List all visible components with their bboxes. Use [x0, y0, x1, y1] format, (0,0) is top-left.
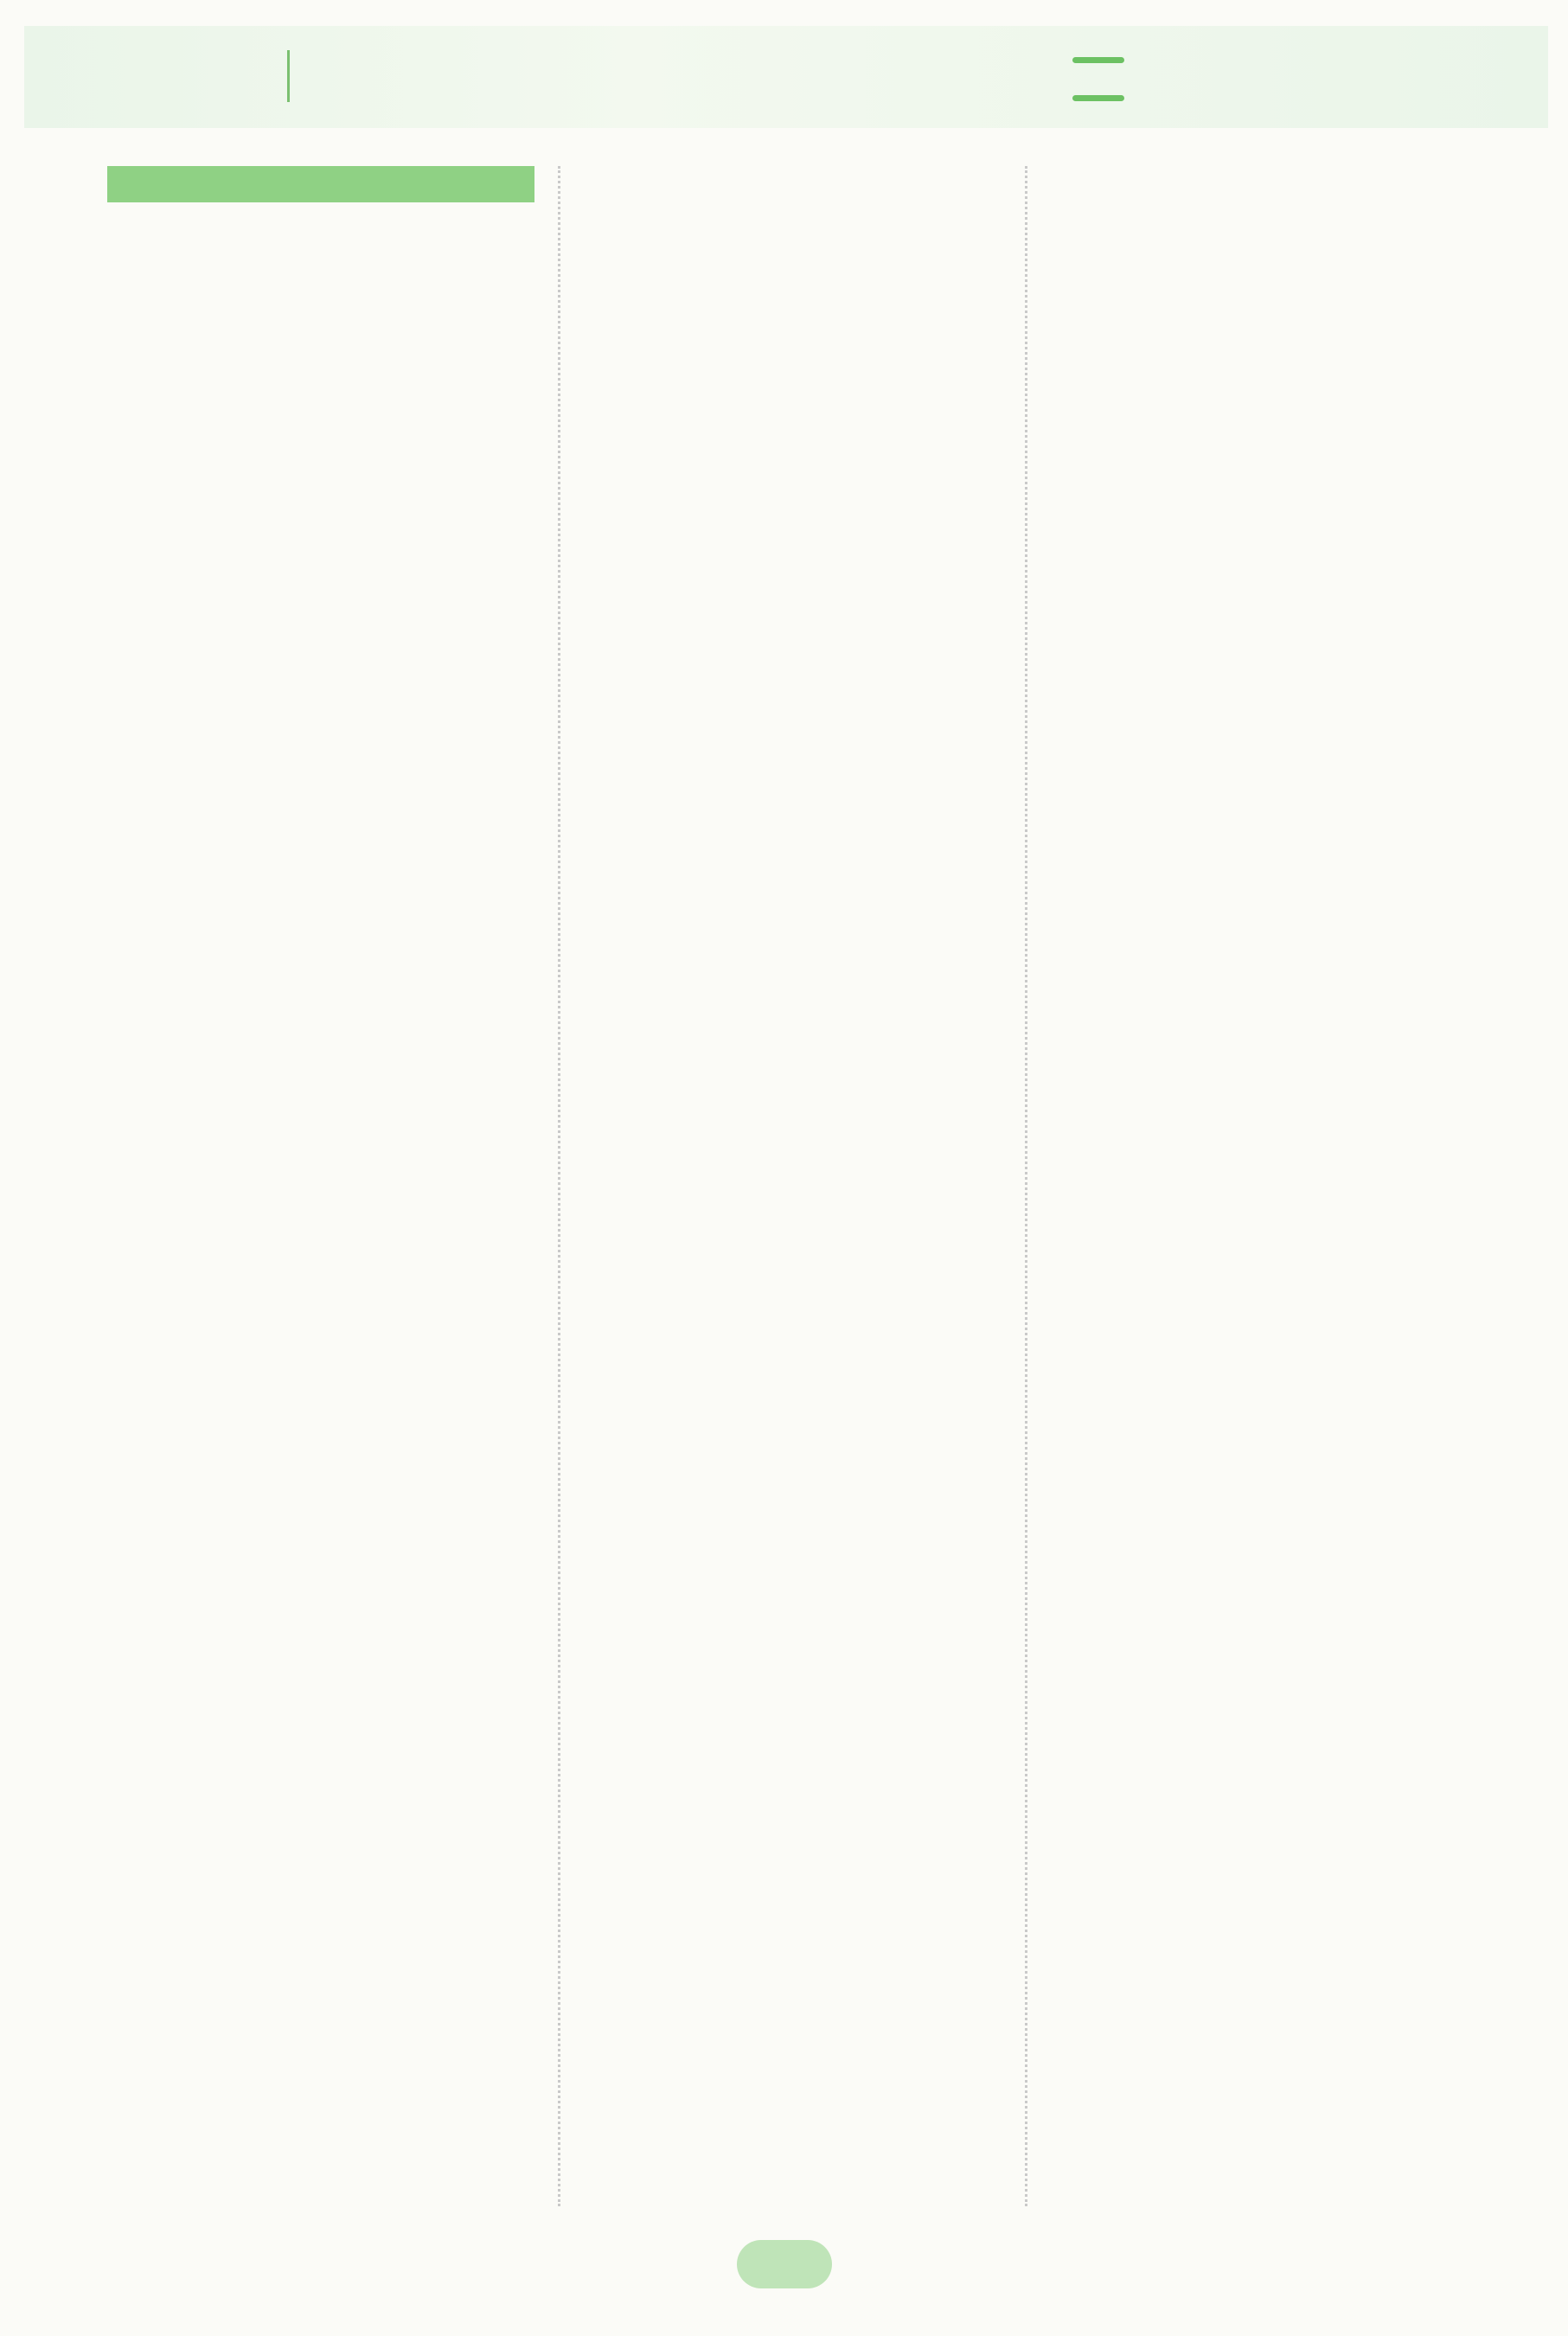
header-divider: [287, 50, 290, 102]
green-mark-icon: [1072, 95, 1124, 101]
green-mark-icon: [1072, 57, 1124, 63]
page-number: [737, 2240, 832, 2288]
week-title: [107, 166, 534, 202]
column-divider: [558, 166, 560, 2206]
header-band: [24, 26, 1548, 128]
column-divider: [1025, 166, 1027, 2206]
